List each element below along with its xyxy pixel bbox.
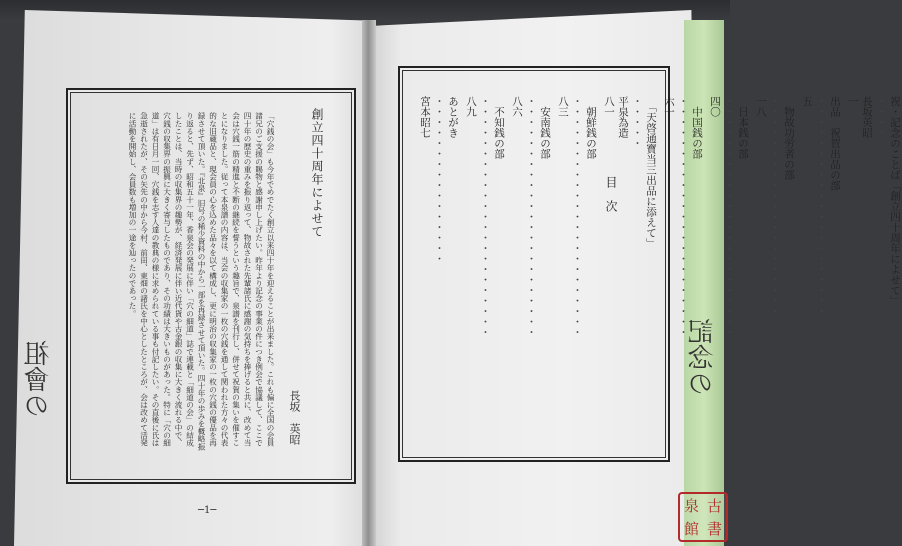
toc-entry-leader: ・・・・・・・・・・・・・・・・・・・・・・・	[479, 96, 491, 338]
toc-entry-page: 八三	[557, 96, 569, 117]
seal-char: 泉	[683, 496, 699, 515]
toc-entry-title: 中国銭の部	[691, 96, 703, 159]
table-of-contents	[418, 96, 902, 434]
seal-char: 館	[683, 519, 699, 538]
seal-char: 古	[706, 496, 722, 515]
toc-entry	[602, 96, 658, 434]
toc-entry	[464, 96, 506, 434]
toc-entry-leader: ・・・・・・・・・・・・・・・・・・・・・	[815, 96, 827, 317]
toc-entry-title: 物故功労者の部	[783, 96, 795, 180]
toc-entry-page: 八九	[465, 96, 477, 117]
toc-entry-title: 不知銭の部	[493, 96, 505, 159]
mirrored-show-through-right: 記念の	[688, 318, 718, 396]
essay-title: 創立四十周年によせて	[310, 108, 324, 238]
toc-entry-leader: ・・・・・・・・・・・・・・・・・・・・・・・	[723, 96, 735, 338]
toc-entry-leader: ・・・・・・・・・・・・・・・・・・・・・・・	[525, 96, 537, 338]
toc-entry-title: 日本銭の部	[737, 96, 749, 159]
toc-entry-page: 一	[847, 96, 859, 107]
toc-entry	[800, 96, 842, 434]
toc-entry-page: 六一	[663, 96, 675, 117]
toc-entry-title: あとがき	[447, 96, 459, 138]
toc-entry-page: 八六	[511, 96, 523, 117]
toc-entry-leader: ・・・・	[875, 96, 887, 138]
toc-entry-title: 安南銭の部	[539, 96, 551, 159]
toc-entry-page: 一八	[755, 96, 767, 117]
toc-entry-page: 四〇	[709, 96, 721, 117]
toc-entry-page: 五	[801, 96, 813, 107]
toc-entry	[846, 96, 902, 434]
seal-char: 書	[706, 519, 722, 538]
toc-entry-leader: ・・・・・・・・・・・・・・・・・・・・・・・	[571, 96, 583, 338]
mirrored-show-through-left: 祖會の	[24, 340, 54, 418]
book-spine	[362, 20, 376, 546]
toc-entry-title: 出品 祝賀出品の部	[829, 96, 841, 191]
toc-entry-leader: ・・・・・	[631, 96, 643, 149]
toc-entry-author: 平泉為造	[617, 96, 629, 138]
toc-entry-author: 長坂英昭	[861, 96, 873, 138]
toc-entry-title: 「天啓通寶当三出品に添えて」	[645, 96, 657, 249]
toc-entry	[556, 96, 598, 434]
seal-stamp	[678, 492, 728, 542]
toc-entry-leader: ・・・・・・・・・・・・・・・・	[433, 96, 445, 264]
page-number: ─1─	[198, 505, 217, 516]
toc-entry	[754, 96, 796, 434]
toc-entry	[418, 96, 460, 434]
toc-entry-title: 祝・記念のことば「創立四十周年によせて」	[889, 96, 901, 306]
toc-entry-leader: ・・・・・・・・・・・・・・・・・・・・・・・	[677, 96, 689, 338]
toc-entry-title: 朝鮮銭の部	[585, 96, 597, 159]
toc-heading: 目 次	[604, 176, 618, 212]
toc-entry-page: 八一	[603, 96, 615, 117]
essay-body: 「穴銭の会」も今年でめでたく創立以来四十年を迎えることが出来ました。これも偏に全国の会員諸兄のご支援の賜物と感謝申し上げたい。昨年より記念の事業の件につき例会で協議して、ここで四十年の歴史の重みを振り返って、物故された先輩諸氏に感謝の気持ちを捧げると共に、改めて当会は穴銭一筋の精進と不断の継続を誓うという趣旨で、泉譜を刊行し、併せて祝賀の集いを催すことになりました。従って本泉譜の内容は、当会の収集家の一枚の穴銭を通して関われた方々の代表的な旧蔵品と、現会員の心を込めた品々を以て構成し、更に明治の収集家の一枚の穴銭の優品を再録させて頂いた。『北泉』旧号の稀少資料の中から一部を再録させて頂いた。四十年の歩みを概略振り返ると、先ず、昭和五十一年、香泉会の発展に伴い「穴の細道」誌で連載と「細道の会」の結成したことは、当時の収集界の趣勢が、経済発展に伴い近代貨や古金銀の収集に大きく流れる中で、穴銭の収集界の振興に大きく寄与したものであり、その功績は大きいものがあった。特に「穴の細道」は有日月一回、穴銭を志す人達の教典の様に求められている事も付記したい。その直後に氏は急逝されたが、その矢先の中から今村、前田、東畑の諸氏を中心としたところが、会は改めて活発に活動を開始し、会員数も増加の一途を辿ったのであった。	[128, 112, 275, 451]
toc-entry-author: 宮本昭七	[419, 96, 431, 138]
toc-entry-leader: ・・・・・・・・・・・・・・・・・・・・・	[769, 96, 781, 317]
toc-entry	[510, 96, 552, 434]
essay-author: 長坂 英昭	[288, 390, 301, 445]
